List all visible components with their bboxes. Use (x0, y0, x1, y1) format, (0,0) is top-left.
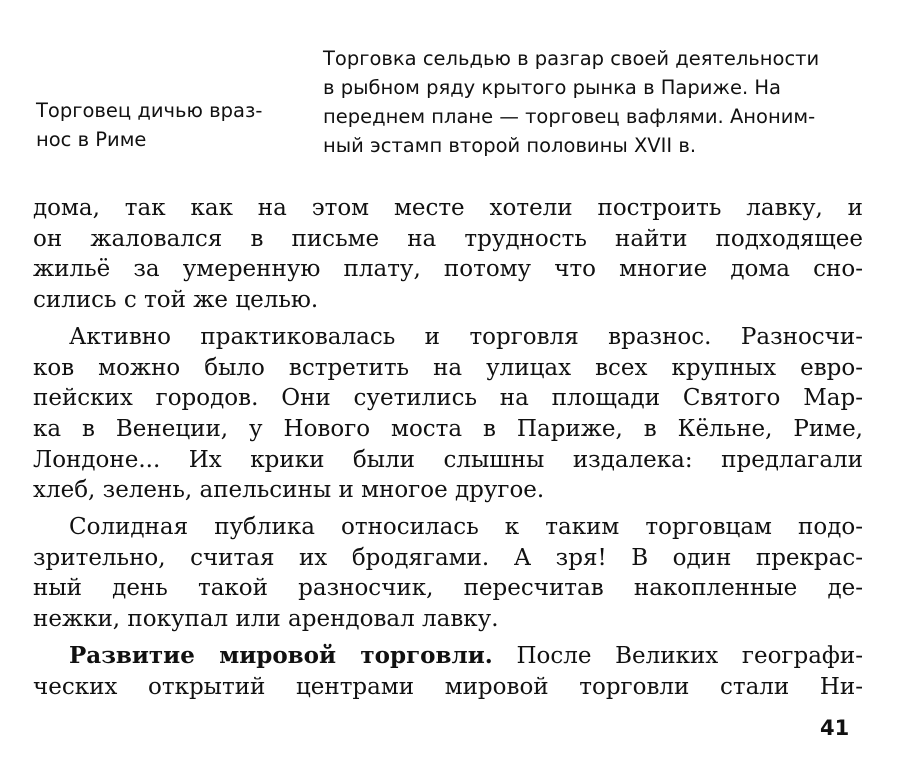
text-line: нежки, покупал или арендовал лавку. (33, 606, 499, 633)
caption-right (323, 44, 883, 160)
text-line: дома, так как на этом месте хотели построить лавку, и (33, 195, 863, 221)
paragraph (33, 322, 863, 506)
caption-right-line: переднем плане — торговец вафлями. Аноним- (323, 105, 816, 128)
page-number: 41 (820, 716, 850, 740)
caption-left (36, 96, 306, 154)
caption-right-line: ный эстамп второй половины XVII в. (323, 134, 697, 157)
text-line: ков можно было встретить на улицах всех крупных евро- (33, 354, 863, 381)
text-line: сились с той же целью. (33, 287, 319, 314)
paragraph (33, 512, 863, 635)
text-line: Активно практиковалась и торговля вразнос. Разносчи- (69, 323, 863, 350)
caption-right-line: в рыбном ряду крытого рынка в Париже. На (323, 76, 782, 99)
text-line: ческих открытий центрами мировой торговли стали Ни- (33, 673, 863, 700)
text-line: он жаловался в письме на трудность найти подходящее (33, 225, 863, 252)
text-line: Лондоне... Их крики были слышны издалека: предлагали (33, 446, 863, 473)
section-heading: Развитие мировой торговли. (69, 641, 493, 669)
text-fragment: После Великих географи- (492, 642, 864, 669)
paragraph (33, 193, 863, 316)
text-line (33, 641, 863, 672)
caption-right-line: Торговка сельдью в разгар своей деятельности (323, 47, 820, 70)
text-line: зрительно, считая их бродягами. А зря! В один прекрас- (33, 544, 863, 571)
text-line: Солидная публика относилась к таким торговцам подо- (69, 514, 863, 541)
main-text (33, 193, 863, 708)
paragraph (33, 641, 863, 702)
caption-left-line: нос в Риме (36, 128, 147, 151)
caption-left-line: Торговец дичью враз- (36, 99, 263, 122)
text-line: хлеб, зелень, апельсины и многое другое. (33, 477, 545, 504)
text-line: пейских городов. Они суетились на площади Святого Мар- (33, 385, 863, 412)
text-line: жильё за умеренную плату, потому что многие дома сно- (33, 256, 863, 283)
text-line: ный день такой разносчик, пересчитав накопленные де- (33, 575, 863, 602)
text-line: ка в Венеции, у Нового моста в Париже, в Кёльне, Риме, (33, 415, 863, 442)
